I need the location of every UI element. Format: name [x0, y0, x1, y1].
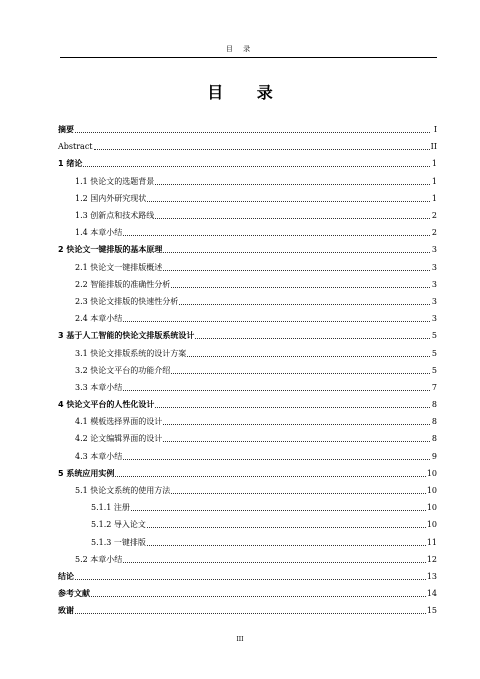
table-of-contents — [58, 121, 437, 619]
toc-entry-label: 1.4 本章小结 — [75, 228, 123, 238]
toc-leader-dots — [155, 184, 430, 185]
toc-entry-page: 1 — [431, 193, 437, 203]
toc-entry-label: 1.3 创新点和技术路线 — [75, 211, 155, 221]
toc-entry-page: 10 — [426, 468, 437, 478]
toc-leader-dots — [123, 459, 430, 460]
toc-entry[interactable] — [58, 551, 437, 568]
toc-entry-label: 5.1.1 注册 — [91, 503, 130, 513]
toc-entry-page: 5 — [431, 348, 437, 358]
toc-entry-page: II — [430, 142, 437, 152]
toc-entry[interactable] — [58, 327, 437, 344]
toc-entry-label: 2.1 快论文一键排版概述 — [75, 262, 163, 272]
toc-leader-dots — [75, 613, 426, 614]
toc-entry-label: 4.3 本章小结 — [75, 451, 123, 461]
toc-entry-page: 10 — [426, 486, 437, 496]
toc-leader-dots — [83, 166, 430, 167]
toc-entry-page: 2 — [431, 211, 437, 221]
toc-leader-dots — [171, 287, 430, 288]
toc-leader-dots — [91, 596, 426, 597]
toc-entry-page: 2 — [431, 228, 437, 238]
toc-entry[interactable] — [58, 310, 437, 327]
toc-leader-dots — [75, 132, 430, 133]
toc-entry-label: 5.1.3 一键排版 — [91, 537, 146, 547]
toc-entry[interactable] — [58, 224, 437, 241]
toc-entry-page: 11 — [426, 537, 437, 547]
toc-entry[interactable] — [58, 259, 437, 276]
toc-entry[interactable] — [58, 344, 437, 361]
toc-entry[interactable] — [58, 138, 437, 155]
toc-leader-dots — [163, 441, 430, 442]
toc-entry[interactable] — [58, 585, 437, 602]
toc-entry[interactable] — [58, 396, 437, 413]
toc-entry-page: 8 — [431, 434, 437, 444]
toc-leader-dots — [171, 373, 430, 374]
toc-entry[interactable] — [58, 276, 437, 293]
toc-leader-dots — [123, 562, 426, 563]
toc-leader-dots — [147, 201, 430, 202]
toc-entry-label: 致谢 — [58, 606, 74, 616]
toc-leader-dots — [171, 493, 426, 494]
toc-entry-page: 7 — [431, 382, 437, 392]
toc-leader-dots — [115, 476, 425, 477]
toc-entry-label: 摘要 — [58, 125, 74, 135]
toc-leader-dots — [155, 407, 430, 408]
toc-entry[interactable] — [58, 482, 437, 499]
toc-entry-label: 2 快论文一键排版的基本原理 — [58, 245, 163, 255]
toc-entry-page: I — [433, 125, 437, 135]
toc-entry-page: 9 — [431, 451, 437, 461]
toc-leader-dots — [163, 252, 430, 253]
toc-leader-dots — [123, 321, 430, 322]
toc-entry-page: 3 — [431, 262, 437, 272]
toc-entry-page: 10 — [426, 520, 437, 530]
toc-entry-page: 13 — [426, 571, 437, 581]
page-number: III — [236, 636, 244, 643]
toc-entry-page: 5 — [431, 365, 437, 375]
toc-entry-page: 1 — [431, 176, 437, 186]
toc-entry-label: 3 基于人工智能的快论文排版系统设计 — [58, 331, 195, 341]
toc-entry[interactable] — [58, 430, 437, 447]
toc-entry-page: 5 — [431, 331, 437, 341]
toc-leader-dots — [163, 424, 430, 425]
toc-leader-dots — [179, 304, 430, 305]
toc-leader-dots — [123, 390, 430, 391]
toc-entry[interactable] — [58, 173, 437, 190]
toc-leader-dots — [75, 579, 426, 580]
toc-entry-label: 1 绪论 — [58, 159, 83, 169]
toc-entry-label: 2.2 智能排版的准确性分析 — [75, 279, 171, 289]
toc-entry[interactable] — [58, 362, 437, 379]
toc-entry-page: 3 — [431, 245, 437, 255]
toc-entry[interactable] — [58, 448, 437, 465]
toc-entry[interactable] — [58, 155, 437, 172]
toc-entry-page: 15 — [426, 606, 437, 616]
toc-entry-page: 3 — [431, 279, 437, 289]
toc-entry[interactable] — [58, 465, 437, 482]
toc-leader-dots — [195, 338, 430, 339]
toc-leader-dots — [147, 527, 426, 528]
header-rule — [60, 57, 437, 58]
toc-entry[interactable] — [58, 499, 437, 516]
toc-entry-page: 3 — [431, 296, 437, 306]
toc-entry[interactable] — [58, 207, 437, 224]
toc-entry-label: 4 快论文平台的人性化设计 — [58, 400, 155, 410]
toc-entry[interactable] — [58, 190, 437, 207]
toc-entry[interactable] — [58, 293, 437, 310]
toc-title: 目 录 — [207, 83, 287, 102]
toc-entry-label: 1.2 国内外研究现状 — [75, 193, 147, 203]
toc-entry-label: 1.1 快论文的选题背景 — [75, 176, 155, 186]
toc-leader-dots — [123, 235, 430, 236]
toc-entry-label: 2.3 快论文排版的快速性分析 — [75, 296, 179, 306]
toc-entry[interactable] — [58, 568, 437, 585]
toc-entry-page: 8 — [431, 417, 437, 427]
running-header: 目 录 — [225, 45, 255, 53]
toc-entry-label: 结论 — [58, 571, 74, 581]
toc-leader-dots — [163, 270, 430, 271]
toc-entry[interactable] — [58, 379, 437, 396]
toc-entry-page: 1 — [431, 159, 437, 169]
toc-entry[interactable] — [58, 241, 437, 258]
toc-entry-label: 3.1 快论文排版系统的设计方案 — [75, 348, 187, 358]
toc-entry-label: 5 系统应用实例 — [58, 468, 115, 478]
toc-entry[interactable] — [58, 413, 437, 430]
toc-leader-dots — [155, 218, 430, 219]
toc-entry-page: 12 — [426, 554, 437, 564]
toc-entry-label: 5.2 本章小结 — [75, 554, 123, 564]
toc-entry-label: Abstract — [58, 142, 93, 152]
toc-entry[interactable] — [58, 121, 437, 138]
toc-leader-dots — [131, 510, 426, 511]
toc-entry-label: 5.1 快论文系统的使用方法 — [75, 486, 171, 496]
toc-entry-page: 14 — [426, 589, 437, 599]
toc-leader-dots — [187, 356, 430, 357]
toc-entry[interactable] — [58, 516, 437, 533]
toc-entry-page: 8 — [431, 400, 437, 410]
toc-entry-label: 2.4 本章小结 — [75, 314, 123, 324]
toc-entry-label: 4.2 论文编辑界面的设计 — [75, 434, 163, 444]
toc-entry-label: 3.2 快论文平台的功能介绍 — [75, 365, 171, 375]
toc-entry-label: 参考文献 — [58, 589, 90, 599]
toc-leader-dots — [147, 545, 426, 546]
toc-entry-page: 10 — [426, 503, 437, 513]
toc-entry-page: 3 — [431, 314, 437, 324]
toc-leader-dots — [94, 149, 430, 150]
toc-entry[interactable] — [58, 602, 437, 619]
toc-entry-label: 4.1 模板选择界面的设计 — [75, 417, 163, 427]
toc-entry-label: 5.1.2 导入论文 — [91, 520, 146, 530]
toc-entry[interactable] — [58, 534, 437, 551]
toc-entry-label: 3.3 本章小结 — [75, 382, 123, 392]
